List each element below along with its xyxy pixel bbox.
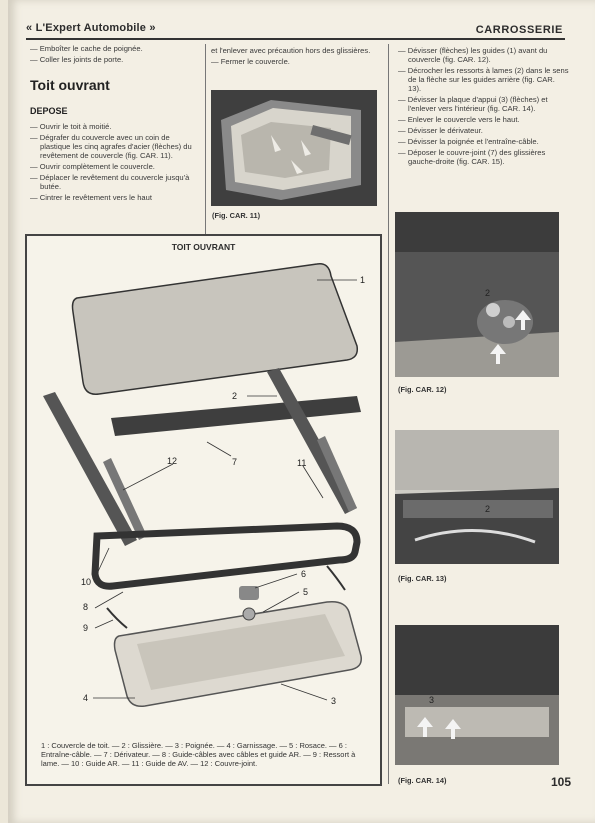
callout-3: 3 bbox=[331, 696, 337, 706]
header-rule bbox=[26, 38, 565, 40]
callout-8: 8 bbox=[83, 602, 89, 612]
fig13-illustration bbox=[395, 430, 559, 564]
callout-6: 6 bbox=[301, 569, 307, 579]
sunroof-exploded-view bbox=[27, 236, 380, 736]
diagram-title: TOIT OUVRANT bbox=[171, 242, 236, 252]
step: — Dévisser le dérivateur. bbox=[398, 126, 483, 135]
callout-5: 5 bbox=[303, 587, 309, 597]
document-page bbox=[8, 0, 595, 823]
rear-frame bbox=[95, 526, 357, 586]
column-rule-1 bbox=[205, 44, 206, 234]
deflector-bar bbox=[111, 396, 361, 436]
fig11-illustration bbox=[211, 90, 377, 206]
fig11-caption: (Fig. CAR. 11) bbox=[212, 211, 261, 220]
page-number: 105 bbox=[550, 775, 571, 789]
step: — Ouvrir complètement le couvercle. bbox=[30, 162, 155, 171]
callout-10: 10 bbox=[81, 577, 92, 587]
step: — Décrocher les ressorts à lames (2) dans le sens de la flèche sur les guides arrière (fig. CAR. 13). bbox=[398, 66, 569, 93]
column-rule-2 bbox=[388, 44, 389, 784]
col1-intro bbox=[30, 44, 200, 66]
step: — Ouvrir le toit à moitié. bbox=[30, 122, 112, 131]
step: — Dévisser (flèches) les guides (1) avant du couvercle (fig. CAR. 12). bbox=[398, 46, 548, 64]
intro-line: — Coller les joints de porte. bbox=[30, 55, 124, 64]
fig13-photo bbox=[395, 430, 559, 564]
running-header-left: « L'Expert Automobile » bbox=[26, 22, 156, 34]
step: — Dévisser la plaque d'appui (3) (flèches) et l'enlever vers l'intérieur (fig. CAR. 14). bbox=[398, 95, 548, 113]
leaf-spring bbox=[107, 608, 127, 628]
running-header-right: CARROSSERIE bbox=[475, 24, 563, 36]
diagram-legend: 1 : Couvercle de toit. — 2 : Glissière. — 3 : Poignée. — 4 : Garnissage. — 5 : Rosace. — 6 : Entraîne-câble. — 7 : Dérivateur. — 8 : Guide-câbles avec câbles et guide AR. — 9 : Ressort à lame. — 10 : Guide AR. — 11 : Guide de AV. — 12 : Couvre-joint. bbox=[41, 741, 356, 768]
fig12-photo bbox=[395, 212, 559, 377]
right-cover-joint bbox=[317, 436, 357, 512]
step: — Déposer le couvre-joint (7) des glissières gauche-droite (fig. CAR. 15). bbox=[398, 148, 546, 166]
exploded-diagram bbox=[25, 234, 382, 786]
fig14-illustration bbox=[395, 625, 559, 765]
roof-panel bbox=[73, 264, 358, 395]
callout-9: 9 bbox=[83, 623, 89, 633]
fig14-callout: 3 bbox=[429, 695, 435, 705]
step: — Déplacer le revêtement du couvercle jusqu'à butée. bbox=[30, 173, 190, 191]
step: — Fermer le couvercle. bbox=[211, 57, 290, 66]
fig13-callout: 2 bbox=[485, 504, 491, 514]
step: — Enlever le couvercle vers le haut. bbox=[398, 115, 520, 124]
step: — Dégrafer du couvercle avec un coin de plastique les cinq agrafes d'acier (flèches) du revêtement de couvercle (fig. CAR. 11). bbox=[30, 133, 192, 160]
col1-steps bbox=[30, 122, 195, 204]
callout-1: 1 bbox=[360, 275, 366, 285]
callout-2: 2 bbox=[232, 391, 238, 401]
leaf-spring bbox=[327, 566, 345, 590]
rosette bbox=[243, 608, 255, 620]
handle bbox=[239, 586, 259, 600]
left-rail bbox=[43, 392, 137, 546]
callout-7: 7 bbox=[232, 457, 238, 467]
callout-4: 4 bbox=[83, 693, 89, 703]
callout-11: 11 bbox=[297, 458, 307, 468]
fig12-caption: (Fig. CAR. 12) bbox=[398, 385, 447, 394]
callout-12: 12 bbox=[167, 456, 178, 466]
subsection-title: DEPOSE bbox=[30, 106, 68, 116]
section-title: Toit ouvrant bbox=[30, 77, 110, 93]
col2-steps bbox=[211, 46, 383, 68]
fig12-callout: 2 bbox=[485, 288, 491, 298]
step: — Dévisser la poignée et l'entraîne-câble. bbox=[398, 137, 539, 146]
fig14-photo bbox=[395, 625, 559, 765]
step: — Cintrer le revêtement vers le haut bbox=[30, 193, 152, 202]
fig14-caption: (Fig. CAR. 14) bbox=[398, 776, 447, 785]
fig12-illustration bbox=[395, 212, 559, 377]
col3-steps bbox=[398, 46, 570, 168]
fig13-caption: (Fig. CAR. 13) bbox=[398, 574, 447, 583]
step: et l'enlever avec précaution hors des glissières. bbox=[211, 46, 371, 55]
fig11-photo bbox=[211, 90, 377, 206]
intro-line: — Emboîter le cache de poignée. bbox=[30, 44, 143, 53]
